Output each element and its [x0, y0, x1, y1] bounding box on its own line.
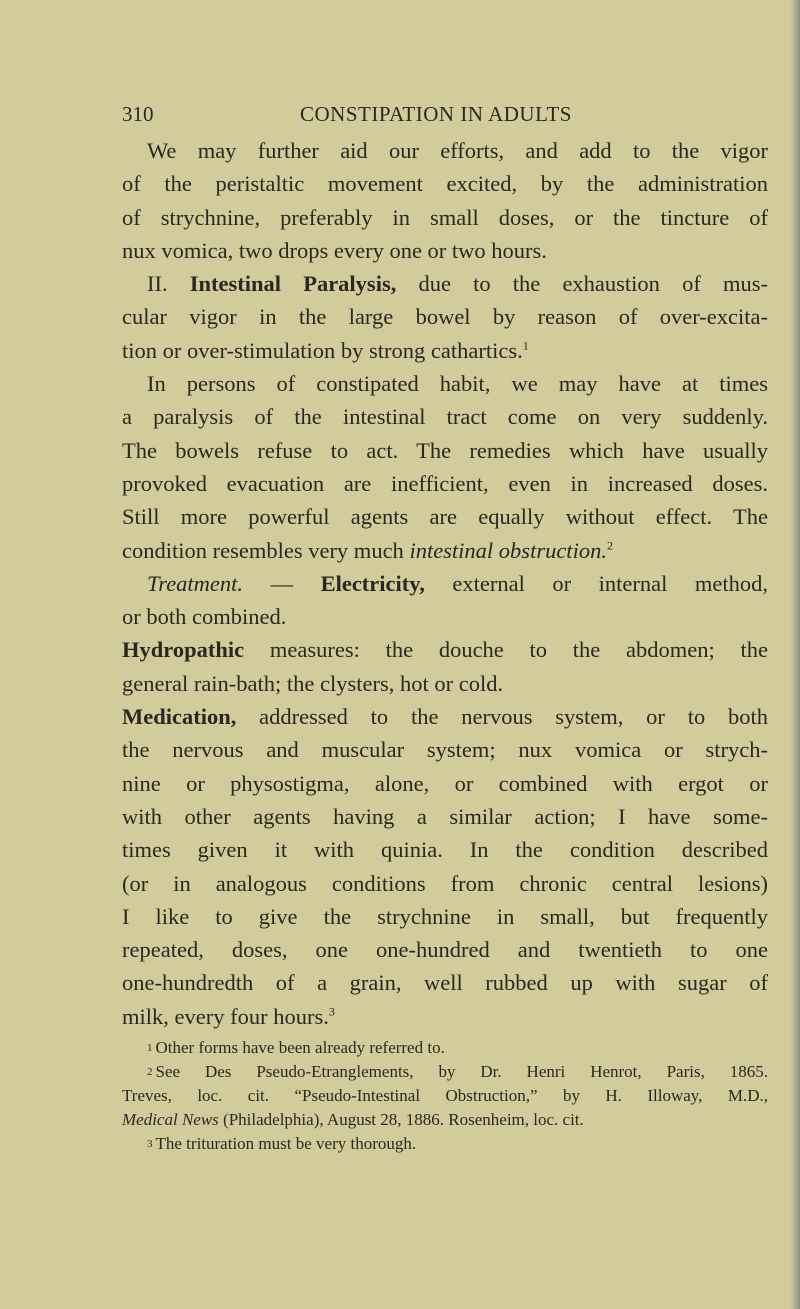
text-run: Medication,: [122, 704, 237, 730]
body-line: [122, 267, 768, 300]
footnote-line: [122, 1132, 768, 1156]
text-run: nux vomica, two drops every one or two hours.: [122, 237, 547, 263]
footnote-marker: 2: [147, 1066, 153, 1078]
footnote-marker: 2: [606, 538, 613, 553]
text-run: times given it with quinia. In the condition described: [122, 837, 768, 863]
running-title: CONSTIPATION IN ADULTS: [300, 102, 572, 126]
body-line: [122, 867, 768, 900]
text-run: Treatment.: [147, 570, 244, 596]
text-run: II.: [147, 271, 190, 297]
body-line: [122, 467, 768, 500]
text-run: condition resembles very much: [122, 537, 410, 563]
text-run: intestinal obstruction.: [409, 537, 607, 563]
text-run: In persons of constipated habit, we may have at times: [147, 371, 768, 397]
text-run: repeated, doses, one one-hundred and twentieth to one: [122, 937, 768, 963]
body-line: [122, 800, 768, 833]
body-line: [122, 234, 768, 267]
footnote-line: [122, 1060, 768, 1084]
body-line: [122, 600, 768, 633]
body-line: [122, 534, 768, 567]
text-run: of the peristaltic movement excited, by the administration: [122, 171, 768, 197]
body-line: [122, 434, 768, 467]
text-run: the nervous and muscular system; nux vomica or strych-: [122, 737, 768, 763]
body-line: [122, 733, 768, 766]
text-run: milk, every four hours.: [122, 1003, 329, 1029]
body-line: [122, 567, 768, 600]
text-run: (or in analogous conditions from chronic central lesions): [122, 870, 768, 896]
text-run: a paralysis of the intestinal tract come on very suddenly.: [122, 404, 768, 430]
body-line: [122, 900, 768, 933]
body-line: [122, 700, 768, 733]
text-run: Other forms have been already referred to.: [155, 1038, 445, 1057]
body-line: [122, 334, 768, 367]
text-run: provoked evacuation are inefficient, even in increased doses.: [122, 470, 768, 496]
text-run: —: [243, 570, 321, 596]
text-run: (Philadelphia), August 28, 1886. Rosenheim, loc. cit.: [218, 1110, 584, 1129]
text-run: general rain-bath; the clysters, hot or cold.: [122, 670, 504, 696]
text-run: Treves, loc. cit. “Pseudo-Intestinal Obstruction,” by H. Illoway, M.D.,: [122, 1086, 768, 1105]
text-run: one-hundredth of a grain, well rubbed up with sugar of: [122, 970, 768, 996]
body-line: [122, 767, 768, 800]
text-run: external or internal method,: [424, 570, 768, 596]
text-run: due to the exhaustion of mus-: [396, 271, 768, 297]
text-run: Still more powerful agents are equally without effect. The: [122, 504, 768, 530]
text-run: or both combined.: [122, 604, 287, 630]
running-header: [122, 102, 768, 132]
text-run: See Des Pseudo-Etranglements, by Dr. Henri Henrot, Paris, 1865.: [155, 1062, 768, 1081]
footnote-marker: 1: [522, 338, 529, 353]
text-run: Electricity,: [320, 570, 425, 596]
footnote-line: [122, 1108, 768, 1132]
footnote-line: [122, 1084, 768, 1108]
text-run: The bowels refuse to act. The remedies which have usually: [122, 437, 768, 463]
footnote-marker: 3: [328, 1004, 335, 1019]
text-run: Medical News: [122, 1110, 219, 1129]
footnote-marker: 3: [147, 1138, 153, 1150]
body-line: [122, 167, 768, 200]
body-line: [122, 134, 768, 167]
body-text: [122, 134, 768, 1033]
text-run: addressed to the nervous system, or to both: [236, 704, 768, 730]
page-edge: [790, 0, 800, 1309]
text-run: cular vigor in the large bowel by reason of over-excita-: [122, 304, 768, 330]
body-line: [122, 300, 768, 333]
text-run: measures: the douche to the abdomen; the: [244, 637, 768, 663]
body-line: [122, 667, 768, 700]
text-run: I like to give the strychnine in small, but frequently: [122, 903, 768, 929]
body-line: [122, 1000, 768, 1033]
text-run: We may further aid our efforts, and add to the vigor: [147, 138, 768, 163]
body-line: [122, 367, 768, 400]
body-line: [122, 833, 768, 866]
text-run: tion or over-stimulation by strong cathartics.: [122, 337, 523, 363]
body-line: [122, 400, 768, 433]
text-run: Intestinal Paralysis,: [189, 271, 397, 297]
body-line: [122, 966, 768, 999]
footnote-line: [122, 1036, 768, 1060]
text-run: with other agents having a similar action; I have some-: [122, 803, 768, 829]
body-line: [122, 633, 768, 666]
text-run: The trituration must be very thorough.: [155, 1134, 417, 1153]
page-number: 310: [122, 102, 154, 126]
body-line: [122, 933, 768, 966]
text-run: nine or physostigma, alone, or combined with ergot or: [122, 770, 768, 796]
body-line: [122, 201, 768, 234]
body-line: [122, 500, 768, 533]
footnotes: [122, 1036, 768, 1156]
text-run: of strychnine, preferably in small doses, or the tincture of: [122, 204, 768, 230]
text-run: Hydropathic: [122, 637, 245, 663]
footnote-marker: 1: [147, 1042, 153, 1054]
